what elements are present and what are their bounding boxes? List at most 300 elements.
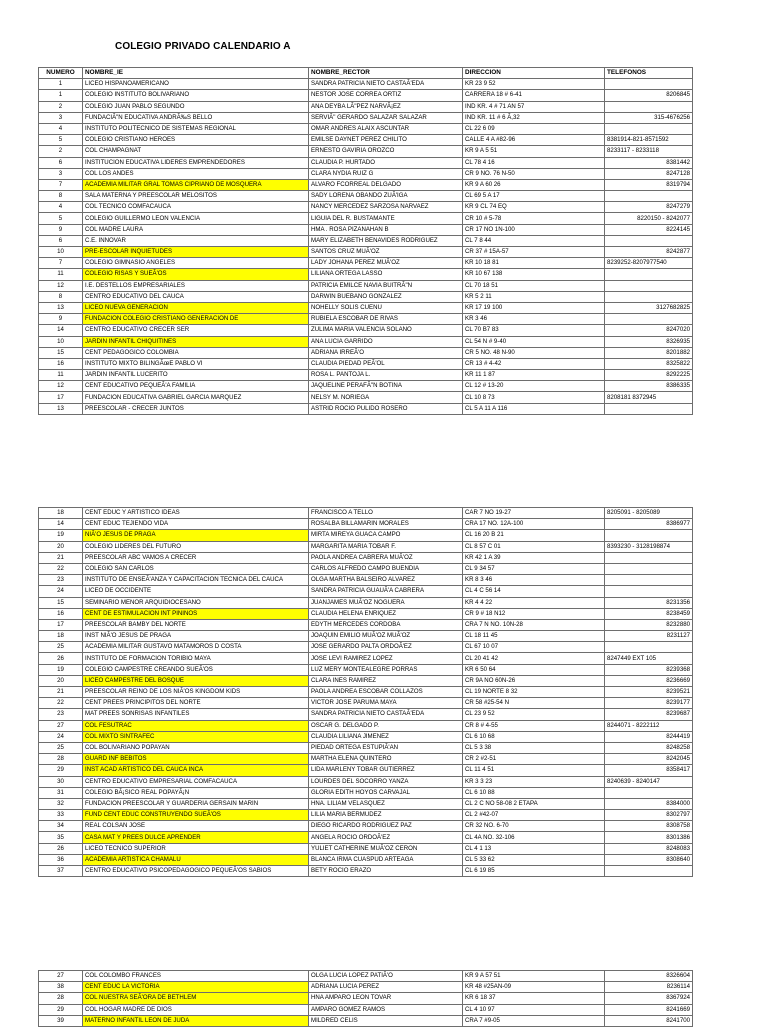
table-row	[39, 731, 693, 742]
cell-numero: 26	[39, 843, 83, 854]
cell-nombre-rector: MIRTA MIREYA GUACA CAMPO	[309, 530, 463, 541]
cell-nombre-ie: COL FESUTRAC	[83, 720, 309, 731]
cell-telefonos: 8367924	[605, 993, 693, 1004]
cell-nombre-rector: NANCY MERCEDEZ SARZOSA NARVAEZ	[309, 202, 463, 213]
table-row	[39, 698, 693, 709]
cell-numero: 2	[39, 101, 83, 112]
table-row	[39, 541, 693, 552]
cell-nombre-ie: COLEGIO INSTITUTO BOLIVARIANO	[83, 90, 309, 101]
cell-nombre-ie: COLEGIO CRISTIANO HEROES	[83, 135, 309, 146]
cell-numero: 25	[39, 742, 83, 753]
cell-direccion: CL 23 9 52	[463, 709, 605, 720]
cell-nombre-rector: SADY LORENA OBANDO ZUÃ'IGA	[309, 191, 463, 202]
cell-nombre-ie: CENT DE ESTIMULACION INT PININOS	[83, 608, 309, 619]
cell-nombre-ie: REAL COLSAN JOSE	[83, 821, 309, 832]
cell-telefonos: 8239687	[605, 709, 693, 720]
cell-telefonos: 8236114	[605, 982, 693, 993]
cell-nombre-ie: PREESCOLAR ABC VAMOS A CRECER	[83, 552, 309, 563]
cell-nombre-ie: COL BOLIVARIANO POPAYAN	[83, 742, 309, 753]
table-row	[39, 776, 693, 787]
table-row	[39, 381, 693, 392]
cell-numero: 8	[39, 291, 83, 302]
cell-numero: 27	[39, 720, 83, 731]
cell-nombre-rector: JOAQUIN EMILIO MUÃ'OZ MUÃ'OZ	[309, 631, 463, 642]
page-title: COLEGIO PRIVADO CALENDARIO A	[115, 41, 291, 52]
table-row	[39, 971, 693, 982]
cell-telefonos: 315-4676256	[605, 112, 693, 123]
cell-telefonos: 8381914-821-8571592	[605, 135, 693, 146]
cell-numero: 23	[39, 575, 83, 586]
cell-telefonos: 8239368	[605, 664, 693, 675]
cell-telefonos: 8308758	[605, 821, 693, 832]
cell-nombre-ie: CENTRO EDUCATIVO EMPRESARIAL COMFACAUCA	[83, 776, 309, 787]
cell-direccion: CL 16 20 B 21	[463, 530, 605, 541]
table-row	[39, 168, 693, 179]
cell-telefonos	[605, 530, 693, 541]
table-row	[39, 325, 693, 336]
cell-direccion: CR 13 # 4-42	[463, 358, 605, 369]
cell-numero: 31	[39, 787, 83, 798]
cell-direccion: CR 58 #25-54 N	[463, 698, 605, 709]
table-row	[39, 258, 693, 269]
cell-nombre-rector: AMPARO GOMEZ RAMOS	[309, 1004, 463, 1015]
cell-numero: 29	[39, 765, 83, 776]
cell-direccion: KR 11 1 87	[463, 370, 605, 381]
cell-nombre-ie: COL MIXTO SINTRAFEC	[83, 731, 309, 742]
cell-telefonos: 8393230 - 3128198874	[605, 541, 693, 552]
cell-nombre-rector: CLARA NYDIA RUIZ G	[309, 168, 463, 179]
cell-direccion: IND KR. 4 # 71 AN 57	[463, 101, 605, 112]
cell-nombre-rector: VICTOR JOSE PARUMA MAYA	[309, 698, 463, 709]
cell-nombre-rector: ROSALBA BILLAMARIN MORALES	[309, 519, 463, 530]
cell-telefonos: 8325822	[605, 358, 693, 369]
cell-numero: 8	[39, 191, 83, 202]
table-row	[39, 843, 693, 854]
cell-telefonos: 8386335	[605, 381, 693, 392]
table-row	[39, 247, 693, 258]
table-row	[39, 392, 693, 403]
cell-numero: 27	[39, 971, 83, 982]
cell-numero: 6	[39, 235, 83, 246]
cell-direccion: CR 2 #2-51	[463, 754, 605, 765]
cell-direccion: CL 69 5 A 17	[463, 191, 605, 202]
cell-direccion: KR 5 2 11	[463, 291, 605, 302]
cell-nombre-rector: CLAUDIA LILIANA JIMENEZ	[309, 731, 463, 742]
cell-nombre-rector: LIGUIA DEL R. BUSTAMANTE	[309, 213, 463, 224]
table-row	[39, 403, 693, 414]
table-row	[39, 675, 693, 686]
table-row	[39, 631, 693, 642]
cell-telefonos	[605, 235, 693, 246]
cell-nombre-ie: FUND CENT EDUC CONSTRUYENDO SUEÃ'OS	[83, 810, 309, 821]
cell-nombre-rector: ZULIMA MARIA VALENCIA SOLANO	[309, 325, 463, 336]
cell-nombre-rector: HNA AMPARO LEON TOVAR	[309, 993, 463, 1004]
table-row	[39, 519, 693, 530]
cell-nombre-rector: ANA LUCIA GARRIDO	[309, 336, 463, 347]
table-row	[39, 575, 693, 586]
cell-nombre-rector: NESTOR JOSE CORREA ORTIZ	[309, 90, 463, 101]
cell-nombre-ie: COLEGIO CAMPESTRE CREANDO SUEÃ'OS	[83, 664, 309, 675]
cell-telefonos: 8244071 - 8222112	[605, 720, 693, 731]
cell-telefonos: 8308640	[605, 854, 693, 865]
table-row	[39, 552, 693, 563]
cell-telefonos	[605, 191, 693, 202]
table-row	[39, 619, 693, 630]
cell-telefonos	[605, 586, 693, 597]
cell-numero: 7	[39, 258, 83, 269]
cell-direccion: KR 3 46	[463, 314, 605, 325]
cell-telefonos: 8231356	[605, 597, 693, 608]
header-telefonos: TELEFONOS	[605, 68, 693, 79]
table-row	[39, 742, 693, 753]
cell-nombre-rector: ALVARO FCORREAL DELGADO	[309, 179, 463, 190]
cell-numero: 4	[39, 123, 83, 134]
cell-numero: 1	[39, 90, 83, 101]
cell-nombre-rector: LIDA MARLENY TOBAR GUTIERREZ	[309, 765, 463, 776]
cell-nombre-ie: COL COLOMBO FRANCES	[83, 971, 309, 982]
table-header-row	[39, 68, 693, 79]
cell-numero: 24	[39, 586, 83, 597]
cell-telefonos	[605, 642, 693, 653]
table-row	[39, 235, 693, 246]
table-row	[39, 347, 693, 358]
cell-nombre-rector: HNA. LILIAM VELASQUEZ	[309, 798, 463, 809]
cell-numero: 22	[39, 698, 83, 709]
cell-telefonos	[605, 563, 693, 574]
cell-direccion: CL 5 3 38	[463, 742, 605, 753]
table-row	[39, 787, 693, 798]
cell-nombre-rector: DIEGO RICARDO RODRIGUEZ PAZ	[309, 821, 463, 832]
cell-telefonos	[605, 79, 693, 90]
cell-telefonos: 8239252-8207977540	[605, 258, 693, 269]
cell-nombre-ie: COL HOGAR MADRE DE DIOS	[83, 1004, 309, 1015]
cell-numero: 12	[39, 381, 83, 392]
cell-nombre-rector: ADRIANA IRREÃ'O	[309, 347, 463, 358]
cell-nombre-ie: CENT PREES PRINCIPITOS DEL NORTE	[83, 698, 309, 709]
cell-numero: 5	[39, 213, 83, 224]
cell-nombre-ie: COLEGIO GUILLERMO LEON VALENCIA	[83, 213, 309, 224]
cell-numero: 34	[39, 821, 83, 832]
cell-numero: 13	[39, 302, 83, 313]
cell-nombre-rector: LILIANA ORTEGA LASSO	[309, 269, 463, 280]
cell-nombre-ie: INSTITUTO DE ENSEÃ'ANZA Y CAPACITACION TECNICA DEL CAUCA	[83, 575, 309, 586]
cell-direccion: CL 10 8 73	[463, 392, 605, 403]
cell-telefonos: 8232880	[605, 619, 693, 630]
schools-table-3	[38, 970, 693, 1027]
cell-numero: 3	[39, 112, 83, 123]
cell-direccion: CL 4A NO. 32-106	[463, 832, 605, 843]
cell-telefonos: 8239177	[605, 698, 693, 709]
cell-numero: 32	[39, 798, 83, 809]
cell-nombre-ie: SEMINARIO MENOR ARQUIDIOCESANO	[83, 597, 309, 608]
cell-direccion: KR 9 A 60 26	[463, 179, 605, 190]
cell-direccion: CL 5 A 11 A 116	[463, 403, 605, 414]
table-row	[39, 370, 693, 381]
cell-direccion: CL 78 4 16	[463, 157, 605, 168]
table-row	[39, 146, 693, 157]
cell-direccion: CL 7 8 44	[463, 235, 605, 246]
cell-nombre-ie: CENTRO EDUCATIVO DEL CAUCA	[83, 291, 309, 302]
cell-telefonos	[605, 575, 693, 586]
table-row	[39, 854, 693, 865]
table-row	[39, 291, 693, 302]
cell-direccion: CR 10 # 5-78	[463, 213, 605, 224]
cell-numero: 19	[39, 530, 83, 541]
cell-nombre-ie: CENT EDUC TEJIENDO VIDA	[83, 519, 309, 530]
table-row	[39, 642, 693, 653]
cell-numero: 38	[39, 982, 83, 993]
cell-direccion: CL 4 1 13	[463, 843, 605, 854]
table-row	[39, 821, 693, 832]
cell-nombre-ie: PREESCOLAR REINO DE LOS NIÃ'OS KINGDOM KIDS	[83, 687, 309, 698]
cell-nombre-rector: NELSY M. NORIEGA	[309, 392, 463, 403]
cell-numero: 2	[39, 146, 83, 157]
cell-nombre-ie: PRE-ESCOLAR INQUIETUDES	[83, 247, 309, 258]
cell-nombre-rector: JUANJAMES MUÃ'OZ NOGUERA	[309, 597, 463, 608]
cell-direccion: CL 6 10 88	[463, 787, 605, 798]
cell-direccion: KR 9 A 5 51	[463, 146, 605, 157]
cell-nombre-rector: OLGA MARTHA BALSEIRO ALVAREZ	[309, 575, 463, 586]
cell-nombre-ie: ACADEMIA ARTISTICA CHAMALU	[83, 854, 309, 865]
cell-direccion: CR 17 NO 1N-100	[463, 224, 605, 235]
cell-nombre-rector: OLGA LUCIA LOPEZ PATIÃ'O	[309, 971, 463, 982]
cell-direccion: CL 70 18 51	[463, 280, 605, 291]
table-row	[39, 224, 693, 235]
cell-nombre-rector: JAQUELINE PERAFÃ"N BOTINA	[309, 381, 463, 392]
cell-telefonos: 8384000	[605, 798, 693, 809]
cell-direccion: CL 22 6 09	[463, 123, 605, 134]
cell-nombre-ie: PREESCOLAR - CRECER JUNTOS	[83, 403, 309, 414]
cell-nombre-rector: GLORIA EDITH HOYOS CARVAJAL	[309, 787, 463, 798]
table-row	[39, 336, 693, 347]
cell-numero: 11	[39, 370, 83, 381]
table-row	[39, 982, 693, 993]
cell-nombre-ie: INST NIÃ'O JESUS DE PRAGA	[83, 631, 309, 642]
cell-telefonos	[605, 269, 693, 280]
cell-nombre-rector: PATRICIA EMILCE NAVIA BUITRÃ"N	[309, 280, 463, 291]
cell-nombre-rector: LOURDES DEL SOCORRO YANZA	[309, 776, 463, 787]
cell-nombre-rector: ADRIANA LUCIA PEREZ	[309, 982, 463, 993]
cell-nombre-rector: PIEDAD ORTEGA ESTUPIÃ'AN	[309, 742, 463, 753]
cell-numero: 9	[39, 314, 83, 325]
cell-telefonos: 8247279	[605, 202, 693, 213]
cell-telefonos: 8358417	[605, 765, 693, 776]
cell-telefonos: 8233117 - 8233118	[605, 146, 693, 157]
cell-nombre-ie: CENT PEDAGOGICO COLOMBIA	[83, 347, 309, 358]
cell-telefonos: 8241669	[605, 1004, 693, 1015]
cell-nombre-rector: BETY ROCIO ERAZO	[309, 866, 463, 877]
cell-telefonos	[605, 291, 693, 302]
cell-nombre-ie: FUNDACION COLEGIO CRISTIANO GENERACION DE	[83, 314, 309, 325]
schools-table-2	[38, 507, 693, 877]
cell-nombre-ie: INSTITUTO POLITECNICO DE SISTEMAS REGIONAL	[83, 123, 309, 134]
cell-telefonos: 8301386	[605, 832, 693, 843]
cell-direccion: CL 19 NORTE 8 32	[463, 687, 605, 698]
cell-numero: 33	[39, 810, 83, 821]
cell-nombre-ie: COLEGIO GIMNASIO ANGELES	[83, 258, 309, 269]
cell-direccion: CRA 7 N NO. 10N-28	[463, 619, 605, 630]
cell-direccion: CL 4 C 56 14	[463, 586, 605, 597]
cell-nombre-rector: ASTRID ROCIO PULIDO ROSERO	[309, 403, 463, 414]
cell-telefonos: 8386977	[605, 519, 693, 530]
cell-direccion: CR 8 # 4-55	[463, 720, 605, 731]
cell-telefonos: 8247449 EXT 105	[605, 653, 693, 664]
cell-direccion: CR 9A NO 60N-26	[463, 675, 605, 686]
table-row	[39, 123, 693, 134]
cell-nombre-rector: LUZ MERY MONTEALEGRE PORRAS	[309, 664, 463, 675]
cell-nombre-rector: CLAUDIA P. HURTADO	[309, 157, 463, 168]
cell-nombre-ie: CENTRO EDUCATIVO PSICOPEDAGOGICO PEQUEÃ'OS SABIOS	[83, 866, 309, 877]
cell-nombre-ie: GUARD INF BEBITOS	[83, 754, 309, 765]
cell-direccion: KR 17 19 100	[463, 302, 605, 313]
cell-numero: 36	[39, 854, 83, 865]
cell-nombre-ie: COL CHAMPAGNAT	[83, 146, 309, 157]
table-row	[39, 302, 693, 313]
cell-telefonos: 8208181 8372945	[605, 392, 693, 403]
header-numero: NUMERO	[39, 68, 83, 79]
cell-nombre-rector: CLAUDIA HELENA ENRIQUEZ	[309, 608, 463, 619]
cell-numero: 19	[39, 664, 83, 675]
cell-nombre-rector: SANDRA PATRICIA NIETO CASTAÃ'EDA	[309, 709, 463, 720]
cell-direccion: CRA 7 #9-05	[463, 1015, 605, 1026]
cell-nombre-ie: COLEGIO JUAN PABLO SEGUNDO	[83, 101, 309, 112]
cell-direccion: KR 10 67 138	[463, 269, 605, 280]
cell-nombre-rector: HMA . ROSA PIZANAHAN B	[309, 224, 463, 235]
cell-nombre-ie: JARDIN INFANTIL LUCERITO	[83, 370, 309, 381]
cell-nombre-rector: PAOLA ANDREA CABRERA MUÃ'OZ	[309, 552, 463, 563]
cell-direccion: CL 70 B7 83	[463, 325, 605, 336]
cell-telefonos: 8326935	[605, 336, 693, 347]
table-row	[39, 608, 693, 619]
cell-direccion: KR 8 3 46	[463, 575, 605, 586]
cell-nombre-rector: ROSA L. PANTOJA L.	[309, 370, 463, 381]
cell-nombre-rector: MILDRED CELIS	[309, 1015, 463, 1026]
cell-nombre-rector: MARY ELIZABETH BENAVIDES RODRIGUEZ	[309, 235, 463, 246]
cell-direccion: KR 9 CL 74 EQ	[463, 202, 605, 213]
cell-telefonos: 8239521	[605, 687, 693, 698]
cell-nombre-ie: COL TECNICO COMFACAUCA	[83, 202, 309, 213]
cell-numero: 24	[39, 731, 83, 742]
cell-direccion: KR 6 18 37	[463, 993, 605, 1004]
schools-table-1	[38, 67, 693, 415]
cell-numero: 16	[39, 358, 83, 369]
cell-nombre-rector: ANA DEYBA LÃ"PEZ NARVÃ¡EZ	[309, 101, 463, 112]
table-row	[39, 709, 693, 720]
cell-nombre-rector: MARTHA ELENA QUINTERO	[309, 754, 463, 765]
cell-numero: 26	[39, 653, 83, 664]
cell-telefonos: 8224145	[605, 224, 693, 235]
cell-nombre-rector: ANGELA ROCIO ORDOÃ'EZ	[309, 832, 463, 843]
cell-nombre-rector: NOHELLY SOLIS CUENU	[309, 302, 463, 313]
cell-telefonos: 8247128	[605, 168, 693, 179]
cell-nombre-rector: RUBIELA ESCOBAR DE RIVAS	[309, 314, 463, 325]
cell-direccion: CR 5 NO. 48 N-90	[463, 347, 605, 358]
cell-nombre-rector: EDYTH MERCEDES CORDOBA	[309, 619, 463, 630]
cell-telefonos: 8206845	[605, 90, 693, 101]
table-row	[39, 653, 693, 664]
cell-nombre-ie: COL MADRE LAURA	[83, 224, 309, 235]
table-row	[39, 269, 693, 280]
cell-telefonos	[605, 787, 693, 798]
cell-numero: 23	[39, 709, 83, 720]
table-row	[39, 79, 693, 90]
cell-nombre-ie: FUNDACION PREESCOLAR Y GUARDERIA GERSAIN MARIN	[83, 798, 309, 809]
cell-direccion: CL 67 10 07	[463, 642, 605, 653]
cell-telefonos: 8242877	[605, 247, 693, 258]
cell-direccion: CL 2 C NO 58-08 2 ETAPA	[463, 798, 605, 809]
cell-nombre-rector: SERVIÃ" GERARDO SALAZAR SALAZAR	[309, 112, 463, 123]
cell-nombre-rector: CLAUDIA PIEDAD PEÃ'OL	[309, 358, 463, 369]
cell-nombre-ie: INSTITUTO MIXTO BILINGÃœE PABLO VI	[83, 358, 309, 369]
cell-numero: 11	[39, 269, 83, 280]
cell-telefonos: 8319794	[605, 179, 693, 190]
cell-telefonos: 3127682825	[605, 302, 693, 313]
cell-numero: 22	[39, 563, 83, 574]
table-row	[39, 358, 693, 369]
table-row	[39, 597, 693, 608]
table-row	[39, 832, 693, 843]
cell-nombre-rector: JOSE GERARDO PALTA ORDOÃ'EZ	[309, 642, 463, 653]
cell-numero: 20	[39, 541, 83, 552]
cell-nombre-ie: FUNDACION EDUCATIVA GABRIEL GARCIA MARQUEZ	[83, 392, 309, 403]
cell-nombre-ie: SALA MATERNA Y PREESCOLAR MELOSITOS	[83, 191, 309, 202]
table-row	[39, 1015, 693, 1026]
cell-direccion: CRA 17 NO. 12A-100	[463, 519, 605, 530]
cell-nombre-rector: SANTOS CRUZ MUÃ'OZ	[309, 247, 463, 258]
header-nombre-rector: NOMBRE_RECTOR	[309, 68, 463, 79]
cell-telefonos	[605, 866, 693, 877]
cell-direccion: KR 23 9 52	[463, 79, 605, 90]
table-row	[39, 202, 693, 213]
table-row	[39, 866, 693, 877]
cell-direccion: CARRERA 18 # 6-41	[463, 90, 605, 101]
cell-numero: 15	[39, 347, 83, 358]
cell-direccion: CL 2 #42-07	[463, 810, 605, 821]
cell-numero: 9	[39, 224, 83, 235]
cell-telefonos: 8205091 - 8205089	[605, 508, 693, 519]
cell-telefonos: 8241700	[605, 1015, 693, 1026]
table-row	[39, 157, 693, 168]
cell-nombre-rector: SANDRA PATRICIA GUAUÃ'A CABRERA	[309, 586, 463, 597]
table-row	[39, 563, 693, 574]
cell-telefonos: 8302797	[605, 810, 693, 821]
cell-telefonos: 8381442	[605, 157, 693, 168]
cell-nombre-ie: C.E. INNOVAR	[83, 235, 309, 246]
cell-nombre-ie: COLEGIO SAN CARLOS	[83, 563, 309, 574]
cell-telefonos: 8240639 - 8240147	[605, 776, 693, 787]
cell-direccion: CL 6 10 68	[463, 731, 605, 742]
cell-nombre-rector: JOSE LEVI RAMIREZ LOPEZ	[309, 653, 463, 664]
cell-numero: 4	[39, 202, 83, 213]
cell-nombre-ie: JARDIN INFANTIL CHIQUITINES	[83, 336, 309, 347]
cell-numero: 30	[39, 776, 83, 787]
cell-direccion: CL 6 19 85	[463, 866, 605, 877]
table-row	[39, 765, 693, 776]
cell-numero: 20	[39, 675, 83, 686]
cell-nombre-ie: MAT PREES SONRISAS INFANTILES	[83, 709, 309, 720]
header-direccion: DIRECCION	[463, 68, 605, 79]
cell-direccion: CL 18 11 45	[463, 631, 605, 642]
cell-nombre-rector: EMILSE DAYNET PEREZ CHILITO	[309, 135, 463, 146]
cell-nombre-rector: CARLOS ALFREDO CAMPO BUENDIA	[309, 563, 463, 574]
table-row	[39, 280, 693, 291]
cell-numero: 13	[39, 403, 83, 414]
cell-direccion: KR 42 1 A 39	[463, 552, 605, 563]
cell-numero: 14	[39, 325, 83, 336]
cell-numero: 14	[39, 519, 83, 530]
cell-telefonos	[605, 101, 693, 112]
cell-nombre-ie: LICEO HISPANOAMERICANO	[83, 79, 309, 90]
